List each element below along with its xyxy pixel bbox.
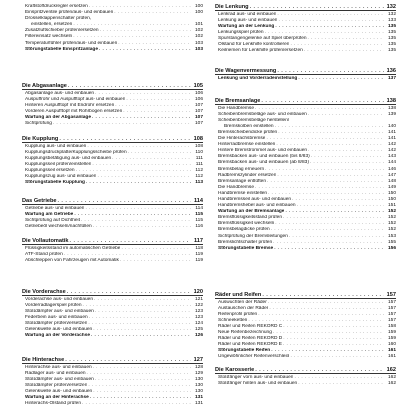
toc-entry-page: 159 [387, 336, 396, 342]
toc-leader-dots [52, 121, 191, 127]
toc-section-rader-und-reifen [215, 292, 396, 361]
toc-entry-title: Kupplungsseil prüfen/einstellen [25, 161, 92, 167]
toc-leader-dots [303, 48, 384, 54]
toc-entry-page: 131 [194, 401, 203, 407]
toc-entry[interactable] [22, 180, 203, 186]
toc-entry-page: 114 [195, 205, 203, 211]
section-heading-page: 127 [193, 357, 203, 363]
toc-entry-page: 111 [195, 161, 203, 167]
toc-entry-page: 130 [194, 388, 203, 394]
toc-entry[interactable] [215, 246, 396, 252]
toc-entry-page: 148 [387, 178, 396, 184]
toc-entry-page: 103 [194, 46, 203, 52]
toc-entry-page: 124 [194, 320, 203, 326]
toc-entry-page: 137 [387, 75, 396, 81]
toc-entry-page: 112 [195, 167, 203, 173]
section-heading [22, 136, 203, 142]
toc-entry-page: 108 [194, 143, 203, 149]
toc-entry-page: 103 [194, 40, 203, 46]
toc-entry-title: Sichtprüfung auf Dichtheit [25, 217, 80, 223]
toc-entry-title: Wartung an der Abgasanlage [25, 114, 92, 120]
section-heading-page: 157 [386, 292, 396, 298]
toc-entry-page: 100 [194, 10, 203, 16]
toc-entry-title: Stoßdämpfer prüfen/ersetzen [25, 320, 88, 326]
toc-entry-title: Wartung an der Vorderachse [25, 333, 91, 339]
toc-entry-title: Wartung am Getriebe [25, 211, 74, 217]
toc-entry-page: 135 [387, 42, 396, 48]
toc-section-continued [22, 4, 203, 53]
toc-entry-page: 116 [195, 223, 203, 229]
toc-entry-page: 147 [387, 172, 396, 178]
toc-entry-page: 152 [387, 221, 396, 227]
toc-entry-title: Kupplungsdruckplatte/Kupplungsscheibe prüfen [25, 149, 127, 155]
toc-entry-title: Scheibenbremsbeläge herstellen/ [218, 117, 290, 123]
section-heading-title: Die Karosserie [215, 367, 255, 373]
toc-entry-title: Wartung an der Lenkung [218, 23, 275, 29]
section-heading [215, 98, 396, 104]
toc-entry-title: Räder und Reifen REKORD C [218, 323, 283, 329]
toc-leader-dots [289, 354, 384, 360]
toc-entry-page: 162 [387, 374, 396, 380]
toc-entry-title: Lenkrad aus- und einbauen [218, 11, 277, 17]
toc-entry-page: 141 [387, 136, 396, 142]
section-heading [22, 83, 203, 89]
toc-entry-title: Gelenkwelle aus- und einbauen [25, 388, 93, 394]
toc-entry-title: Bremsflüssigkeitsstand prüfen [218, 215, 282, 221]
section-heading-title: Die Bremsanlage [215, 98, 261, 104]
section-heading-title: Die Vorderachse [22, 289, 66, 295]
toc-entry-page: 135 [387, 23, 396, 29]
toc-entry-page: 119 [195, 251, 203, 257]
toc-entry-title: Störungstabelle Kupplung [25, 180, 85, 186]
toc-entry-page: 150 [387, 197, 396, 202]
toc-entry-title: Hintere Bremstrommel aus- und einbauen [218, 148, 308, 154]
toc-entry-title: Abgasanlage aus- und einbauen [25, 90, 95, 96]
toc-entry-title: Hinteren Auspufftopf mit Endrohr ersetzen [25, 102, 115, 108]
toc-entry-title: Filtereinsatz wechseln [25, 34, 73, 40]
toc-entry-page: 135 [387, 29, 396, 35]
toc-entry-title: Auspuffrohr und Auspufftopf aus- und einbauen [25, 96, 126, 102]
toc-entry-page: 102 [194, 28, 203, 34]
toc-entry-page: 102 [194, 34, 203, 40]
toc-leader-dots [98, 47, 191, 53]
toc-entry-page: 110 [195, 149, 203, 155]
section-heading-page: 120 [193, 289, 203, 295]
toc-entry-page: 161 [387, 348, 396, 354]
toc-entry-title: Bremsbelagdicke prüfen [218, 227, 270, 233]
toc-entry-page: 143 [387, 154, 396, 160]
toc-entry-title: Bremsflüssigkeit wechseln [218, 221, 275, 227]
toc-entry-title: Lenkung und Vorderradeinstellung [218, 75, 298, 81]
toc-entry-title: Kraftstoffdruckregler ersetzen [25, 4, 88, 9]
toc-entry-page: 123 [194, 314, 203, 320]
toc-entry-title: Bremsbelag erneuern [218, 166, 265, 172]
toc-leader-dots [113, 10, 191, 16]
section-heading [22, 198, 203, 204]
toc-leader-dots [297, 76, 384, 82]
toc-entry-page: 157 [387, 311, 396, 317]
toc-entry-title: Reifenprofil prüfen [218, 311, 258, 317]
toc-entry-page: 139 [387, 111, 396, 117]
toc-entry[interactable] [22, 224, 203, 230]
toc-entry-page: 144 [387, 160, 396, 166]
toc-entry-page: 150 [387, 190, 396, 196]
toc-section-die-abgasanlage [22, 83, 203, 127]
toc-section-die-lenkung [215, 4, 396, 54]
toc-entry-page: 129 [194, 370, 203, 376]
toc-entry-title: Hinterachse aus- und einbauen [25, 364, 92, 370]
toc-entry-page: 158 [387, 323, 396, 329]
toc-entry-page: 133 [387, 17, 396, 23]
toc-entry-title: Auswuchten der Räder [218, 299, 267, 305]
toc-entry-page: 149 [387, 184, 396, 190]
toc-entry-page: 156 [387, 245, 396, 251]
section-heading-title: Räder und Reifen [215, 292, 262, 298]
section-heading-title: Die Lenkung [215, 4, 249, 10]
section-heading-title: Die Vollautomatik [22, 238, 69, 244]
toc-entry-page: 141 [387, 129, 396, 135]
toc-entry-page: 113 [195, 180, 203, 186]
toc-entry-page: 101 [194, 22, 203, 28]
toc-entry-title: Die Hinterachsbremse [218, 136, 266, 142]
section-heading-page: 108 [193, 136, 203, 142]
toc-entry-title: Lenkung aus- und einbauen [218, 17, 278, 23]
toc-entry-page: 138 [387, 105, 396, 111]
section-heading-page: 132 [386, 4, 396, 10]
toc-entry-title: Radlager aus- und einbauen [25, 370, 86, 376]
toc-entry-title: Bremsanlage entlüften [218, 178, 266, 184]
toc-entry[interactable] [215, 381, 396, 387]
toc-section-die-karosserie [215, 367, 396, 387]
toc-leader-dots [92, 224, 191, 230]
toc-entry-title: Keilriemen für Lenkhilfe prüfen/ersetzen [218, 48, 303, 54]
toc-entry[interactable] [215, 48, 396, 54]
toc-entry-title: Temperaturfühler prüfen/aus- und einbauen [25, 40, 118, 46]
toc-entry-title: Kupplungsseil ersetzen [25, 167, 75, 173]
toc-entry-title: Störungstabelle Reifen [218, 348, 271, 354]
toc-entry-title: Die Handbremse [218, 105, 254, 111]
toc-entry-title: Die Handbremse [218, 184, 254, 190]
toc-entry-title: Flüssigkeitsstand im automatischen Getriebe [25, 245, 121, 251]
toc-entry-page: 111 [195, 155, 203, 161]
toc-entry-title: Wartung an der Hinterachse [25, 395, 89, 401]
toc-entry-page: 107 [194, 108, 203, 114]
toc-entry-page: 153 [387, 233, 396, 239]
section-heading-title: Die Wagenvermessung [215, 68, 277, 74]
toc-entry-title: Austauschen der Räder [218, 305, 269, 311]
toc-section-die-vollautomatik [22, 238, 203, 264]
toc-entry-title: Ungewöhnlicher Reifenverschleiß [218, 354, 290, 360]
section-heading-page: 136 [386, 68, 396, 74]
toc-entry-title: Wartung an der Bremsanlage [218, 209, 285, 215]
toc-entry-title: Handbremshebel aus- und einbauen [218, 203, 296, 209]
toc-section-die-wagenvermessung [215, 68, 396, 82]
toc-entry-title: Störungstabelle Einspritzanlage [25, 46, 99, 52]
toc-entry-page: 142 [387, 142, 396, 148]
toc-entry-title: Scheibenbremsbeläge aus- und einbauen [218, 111, 307, 117]
toc-entry[interactable] [215, 354, 396, 360]
toc-entry-page: 142 [387, 148, 396, 154]
toc-section-die-kupplung [22, 136, 203, 186]
toc-entry-page: 157 [387, 305, 396, 311]
toc-entry-page: 118 [195, 245, 203, 251]
toc-leader-dots [307, 112, 384, 118]
toc-entry-page: 140 [387, 123, 396, 129]
toc-entry[interactable] [22, 47, 203, 53]
toc-section-die-hinterachse [22, 357, 203, 407]
toc-leader-dots [81, 401, 191, 407]
toc-entry[interactable] [22, 121, 203, 127]
toc-entry-page: 123 [194, 308, 203, 314]
toc-entry-page: 146 [387, 166, 396, 172]
toc-entry-page: 115 [195, 217, 203, 223]
section-heading-page: 138 [386, 98, 396, 104]
toc-entry-title: Bremsscheibendicke prüfen [218, 129, 278, 135]
toc-entry-title: Abschleppen von Fahrzeugen mit Automatik [25, 257, 119, 263]
toc-entry[interactable] [22, 258, 203, 264]
toc-section-die-vorderachse [22, 289, 203, 339]
toc-entry-page: 135 [387, 35, 396, 41]
toc-entry-title: Stoßdämpfer aus- und einbauen [25, 308, 94, 314]
section-heading [215, 292, 396, 298]
toc-entry-title: Störungstabelle Bremse [218, 245, 274, 251]
toc-entry-page: 160 [387, 342, 396, 348]
toc-entry-title: Einspritzventile prüfen/aus- und einbauen [25, 10, 114, 16]
toc-entry[interactable] [22, 333, 203, 339]
toc-entry-page: 119 [195, 257, 203, 263]
toc-entry-title: Vorderachse aus- und einbauen [25, 296, 94, 302]
toc-entry-title: Hinterradbremse einstellen [218, 142, 276, 148]
section-heading [215, 367, 396, 373]
toc-entry[interactable] [215, 76, 396, 82]
toc-entry-title: Neue Reifenbezeichnung [218, 330, 272, 336]
toc-entry-title: Stoßfänger hinten aus- und einbauen [218, 380, 298, 386]
toc-entry-title: Stoßdämpfer prüfen/ersetzen [25, 382, 88, 388]
toc-entry-page: 159 [387, 330, 396, 336]
toc-entry-title: Getriebeöl wechseln/nachfüllen [25, 223, 92, 229]
toc-entry-title: Bremsbacken aus- und einbauen (ab 8/83) [218, 160, 309, 166]
section-heading-page: 117 [193, 238, 203, 244]
toc-leader-dots [90, 333, 191, 339]
toc-entry-title: Stoßdämpfer aus- und einbauen [25, 376, 94, 382]
toc-entry-title: Zusatzluftschieber prüfen/ersetzen [25, 28, 99, 34]
toc-entry-title: einstellen, ersetzen [31, 22, 73, 28]
toc-entry-page: 106 [194, 90, 203, 96]
toc-entry-page: 100 [194, 4, 203, 9]
toc-entry-title: Radbremszylinder ersetzen [218, 172, 277, 178]
toc-leader-dots [297, 381, 384, 387]
toc-entry-title: Räder und Reifen REKORD D [218, 336, 283, 342]
toc-section-die-bremsanlage [215, 98, 396, 252]
toc-entry-page: 130 [194, 382, 203, 388]
toc-entry-title: Lenkungsspiel prüfen [218, 29, 264, 35]
toc-entry-page: 162 [387, 380, 396, 386]
toc-entry-page: 106 [194, 96, 203, 102]
toc-entry-page: 155 [387, 239, 396, 245]
toc-entry-page: 152 [387, 215, 396, 221]
section-heading [22, 357, 203, 363]
toc-entry-page: 130 [194, 376, 203, 382]
toc-entry[interactable] [22, 401, 203, 407]
toc-entry-title: Kupplungszug aus- und einbauen [25, 174, 97, 180]
toc-entry-title: Federbein aus- und einbauen [25, 314, 88, 320]
toc-leader-dots [273, 246, 384, 252]
toc-entry-title: Handbremsseil aus- und einbauen [218, 197, 292, 202]
toc-entry-title: Kupplungsbetätigung aus- und einbauen [25, 155, 112, 161]
toc-entry-page: 157 [387, 299, 396, 305]
toc-entry-page: 152 [387, 227, 396, 233]
toc-entry-title: Spurstangengelenke auf Spiel überprüfen [218, 35, 307, 41]
section-heading-page: 105 [193, 83, 203, 89]
toc-entry-page: 126 [194, 333, 203, 339]
toc-entry-title: Handbremse einstellen [218, 190, 268, 196]
toc-entry-page: 151 [387, 203, 396, 209]
toc-entry-page: 157 [387, 317, 396, 323]
toc-entry-title: Bremsbacken aus- und einbauen (bis 8/83) [218, 154, 310, 160]
toc-leader-dots [85, 180, 191, 186]
toc-entry-page: 107 [194, 102, 203, 108]
toc-entry-title: ATF-Stand prüfen [25, 251, 63, 257]
toc-leader-dots [119, 258, 191, 264]
toc-entry-page: 131 [194, 395, 203, 401]
toc-entry-title: Ölstand für Lenkhilfe kontrollieren [218, 42, 290, 48]
section-heading-title: Die Hinterachse [22, 357, 65, 363]
toc-entry-title: Stoßfänger vorn aus- und einbauen [218, 374, 294, 380]
toc-entry-title: Hinterachs-Ölstand prüfen [25, 401, 81, 407]
toc-entry-page: 115 [195, 211, 203, 217]
toc-entry-title: Bremslichtschalter prüfen [218, 239, 273, 245]
section-heading-title: Die Abgasanlage [22, 83, 67, 89]
toc-entry-page: 112 [195, 174, 203, 180]
toc-entry-title: Vorderen Auspufftopf mit Rohrbogen ersetzen [25, 108, 123, 114]
toc-entry-title: Sichtprüfung der Bremsleitungen [218, 233, 288, 239]
toc-entry-page: 152 [387, 209, 396, 215]
toc-entry-title: Kupplung aus- und einbauen [25, 143, 87, 149]
section-heading [22, 238, 203, 244]
toc-entry-page: 121 [194, 296, 203, 302]
section-heading [22, 289, 203, 295]
toc-entry-title: Schneeketten [218, 317, 248, 323]
toc-entry-title: Vorderradlagerspiel prüfen [25, 302, 82, 308]
toc-entry-page: 161 [387, 354, 396, 360]
toc-entry-page: 107 [194, 121, 203, 127]
section-heading [215, 68, 396, 74]
toc-entry-page: 135 [387, 48, 396, 54]
toc-entry-title: Bremskolben einstellen [224, 123, 274, 129]
section-heading-page: 114 [193, 198, 203, 204]
section-heading-page: 162 [386, 367, 396, 373]
toc-entry-page: 122 [194, 302, 203, 308]
toc-entry-page: 128 [194, 364, 203, 370]
section-heading-title: Das Getriebe [22, 198, 57, 204]
section-heading-title: Die Kupplung [22, 136, 59, 142]
toc-entry-title: Drosselklappenschalter prüfen, [25, 16, 92, 22]
toc-section-das-getriebe [22, 198, 203, 230]
toc-entry-title: Räder und Reifen REKORD E [218, 342, 282, 348]
toc-entry-title: Gelenkwelle aus- und einbauen [25, 327, 93, 333]
toc-entry-title: Sichtprüfung [25, 121, 52, 127]
section-heading [215, 4, 396, 10]
toc-entry-page: 125 [194, 327, 203, 333]
toc-entry-page: 107 [194, 114, 203, 120]
toc-entry-title: Getriebe aus- und einbauen [25, 205, 85, 211]
toc-entry-page: 132 [387, 11, 396, 17]
